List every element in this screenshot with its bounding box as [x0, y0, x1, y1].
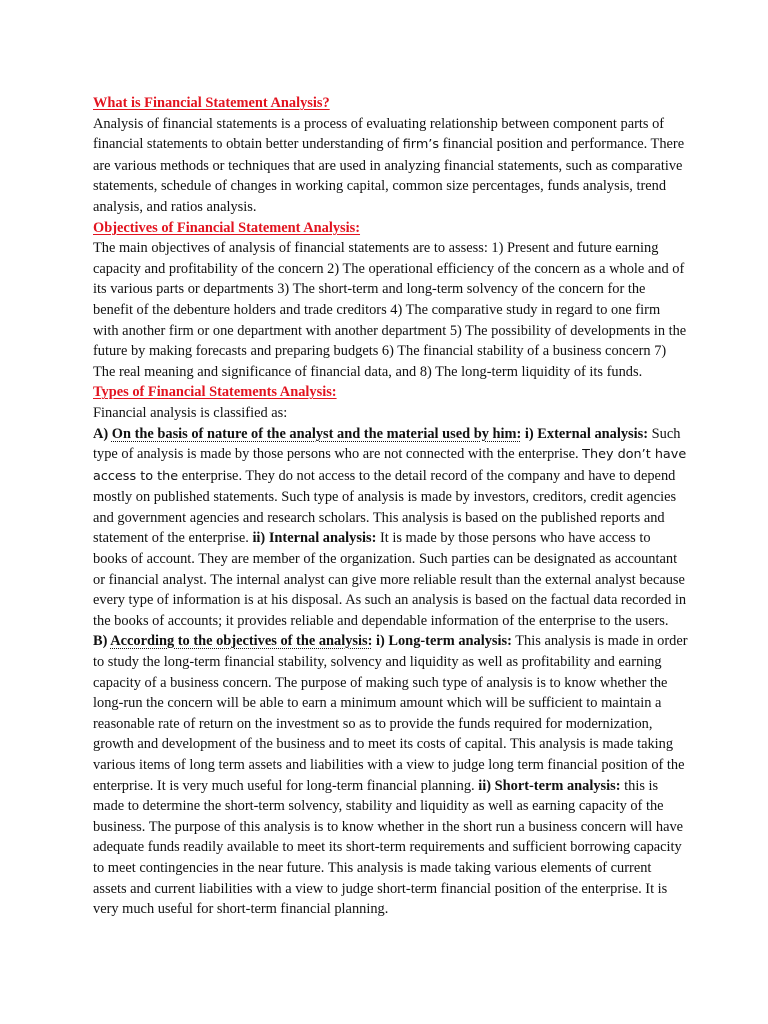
- text-run: Such type of analysis is made by those persons who are not connected with the enterprise.: [93, 425, 681, 463]
- text-run: Analysis of financial statements is a process of evaluating relationship between component parts of financial statements to obtain better understanding of: [93, 115, 665, 153]
- paragraph-objectives: The main objectives of analysis of financial statements are to assess: 1) Present and future earning capacity and profitability of the concern 2) The operational efficiency of the concern as a whole and of its various parts or departments 3) The short-term and long-term solvency of the concern for the benefit of the debenture holders and trade creditors 4) The comparative study in regard to one firm with another firm or one department with another department 5) The possibility of developments in the future by making forecasts and preparing budgets 6) The financial stability of a business concern 7) The real meaning and significance of financial data, and 8) The long-term liquidity of its funds.: [93, 240, 687, 380]
- text-run: It is made by those persons who have access to books of account. They are member of the organization. Such parties can be designated as accountant or financial analyst. The internal analyst can give more reliable result than the external analyst because every type of information is at his disposal. As such an analysis is based on the factual data recorded in the books of accounts; it provides reliable and dependable information of the enterprise to the users.: [93, 530, 687, 629]
- heading-what-is: [93, 93, 688, 114]
- heading-text: Objectives of Financial Statement Analysis:: [93, 219, 361, 236]
- heading-types: [93, 382, 688, 403]
- subsection-label: i) Long-term analysis:: [372, 633, 512, 650]
- section-letter: B): [93, 633, 111, 650]
- subsection-label: ii) Internal analysis:: [252, 530, 377, 547]
- text-run: this is made to determine the short-term solvency, stability and liquidity as well as earning capacity of the business. The purpose of this analysis is to know whether in the short run a business concern will have adequate funds readily available to meet its short-term requirements and sufficient borrowing capacity to meet contingencies in the near future. This analysis is made taking various elements of current assets and current liabilities with a view to judge short-term financial position of the enterprise. It is very much useful for short-term financial planning.: [93, 777, 684, 918]
- text-run: This analysis is made in order to study the long-term financial stability, solvency and liquidity as well as profitability and earning capacity of a business concern. The purpose of making such type of analysis is to know whether the long-run the concern will be able to earn a minimum amount which will be sufficient to maintain a reasonable rate of return on the investment so as to provide the funds required for modernization, growth and development of the business and to meet its costs of capital. This analysis is made taking various items of long term assets and liabilities with a view to judge long term financial position of the enterprise. It is very much useful for long-term financial planning.: [93, 633, 688, 794]
- paragraph-section-b: [93, 631, 688, 919]
- section-title: According to the objectives of the analysis:: [110, 633, 373, 650]
- text-run: firm’s: [402, 137, 440, 153]
- text-run: financial position and performance. There are various methods or techniques that are used in analyzing financial statements, such as comparative statements, schedule of changes in working capital, common size percentages, funds analysis, trend analysis, and ratios analysis.: [93, 136, 685, 215]
- text-run: They don’t have access to the: [93, 447, 687, 484]
- heading-text: Types of Financial Statements Analysis:: [93, 384, 337, 401]
- subsection-label: ii) Short-term analysis:: [478, 777, 621, 794]
- heading-text: What is Financial Statement Analysis?: [93, 95, 330, 111]
- paragraph-classified: Financial analysis is classified as:: [93, 404, 288, 421]
- section-letter: A): [93, 425, 112, 442]
- heading-objectives: [93, 218, 688, 239]
- subsection-label: i) External analysis:: [521, 425, 649, 442]
- section-title: On the basis of nature of the analyst and the material used by him:: [111, 425, 522, 442]
- paragraph-definition: [93, 114, 688, 218]
- text-run: enterprise. They do not access to the detail record of the company and have to depend mostly on published statements. Such type of analysis is made by investors, creditors, credit agencies and government agencies and research scholars. This analysis is based on the published reports and statement of the enterprise.: [93, 467, 677, 547]
- paragraph-section-a: [93, 424, 688, 632]
